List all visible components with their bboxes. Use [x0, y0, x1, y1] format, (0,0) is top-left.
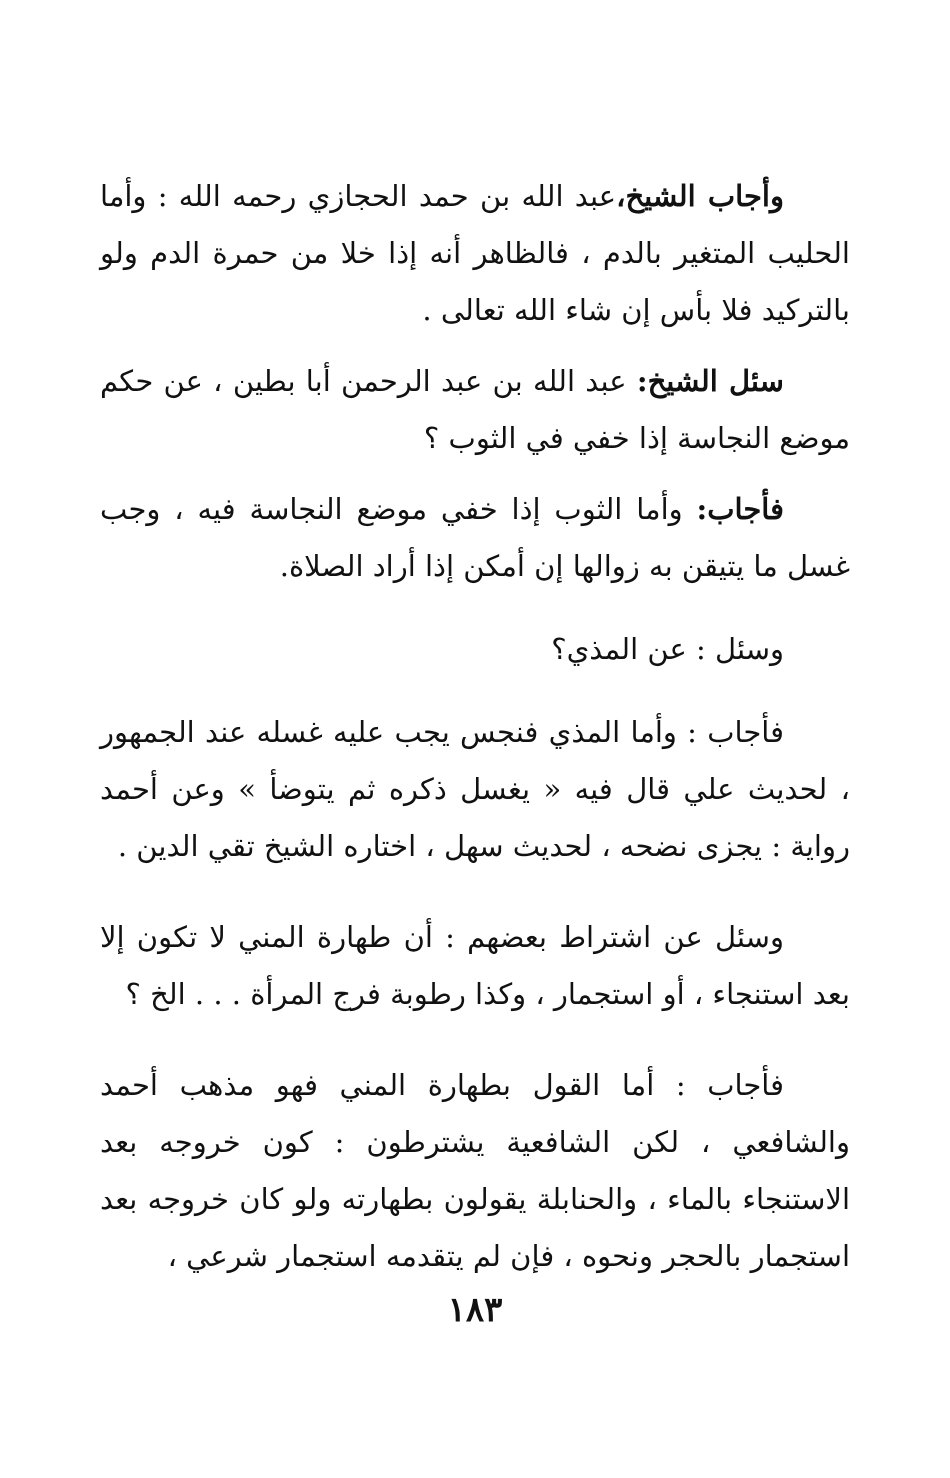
paragraph-madhi-answer: [100, 704, 850, 875]
speaker-label: وأجاب الشيخ،: [616, 179, 784, 213]
paragraph-aba-butayn-answer: [100, 481, 850, 595]
paragraph-text: عبد الله بن حمد الحجازي رحمه الله : وأما الحليب المتغير بالدم ، فالظاهر أنه إذا خلا من حمرة الدم ولو بالتركيد فلا بأس إن شاء الله تعالى .: [100, 179, 850, 327]
paragraph-text: وأما الثوب إذا خفي موضع النجاسة فيه ، وجب غسل ما يتيقن به زوالها إن أمكن إذا أراد الصلاة.: [100, 492, 850, 583]
paragraph-text: فأجاب : وأما المذي فنجس يجب عليه غسله عند الجمهور ، لحديث علي قال فيه « يغسل ذكره ثم يتوضأ » وعن أحمد رواية : يجزى نضحه ، لحديث سهل ، اختاره الشيخ تقي الدين .: [100, 715, 850, 863]
paragraph-text: عبد الله بن عبد الرحمن أبا بطين ، عن حكم موضع النجاسة إذا خفي في الثوب ؟: [100, 364, 850, 455]
paragraph-madhi-question: [100, 621, 850, 678]
paragraph-text: فأجاب : أما القول بطهارة المني فهو مذهب أحمد والشافعي ، لكن الشافعية يشترطون : كون خروجه بعد الاستنجاء بالماء ، والحنابلة يقولون بطهارته ولو كان خروجه بعد استجمار بالحجر ونحوه ، فإن لم يتقدمه استجمار شرعي ،: [100, 1068, 850, 1273]
paragraph-hijazi-answer: [100, 168, 850, 339]
page-body: [100, 168, 850, 1285]
speaker-label: سئل الشيخ:: [636, 364, 784, 398]
speaker-label: فأجاب:: [696, 492, 784, 526]
paragraph-text: وسئل : عن المذي؟: [551, 632, 784, 666]
page-number: ١٨٣: [447, 1290, 503, 1330]
paragraph-mani-question: [100, 909, 850, 1023]
paragraph-text: وسئل عن اشتراط بعضهم : أن طهارة المني لا تكون إلا بعد استنجاء ، أو استجمار ، وكذا رطوبة فرج المرأة . . . الخ ؟: [100, 920, 850, 1011]
paragraph-aba-butayn-question: [100, 353, 850, 467]
paragraph-mani-answer: [100, 1057, 850, 1285]
